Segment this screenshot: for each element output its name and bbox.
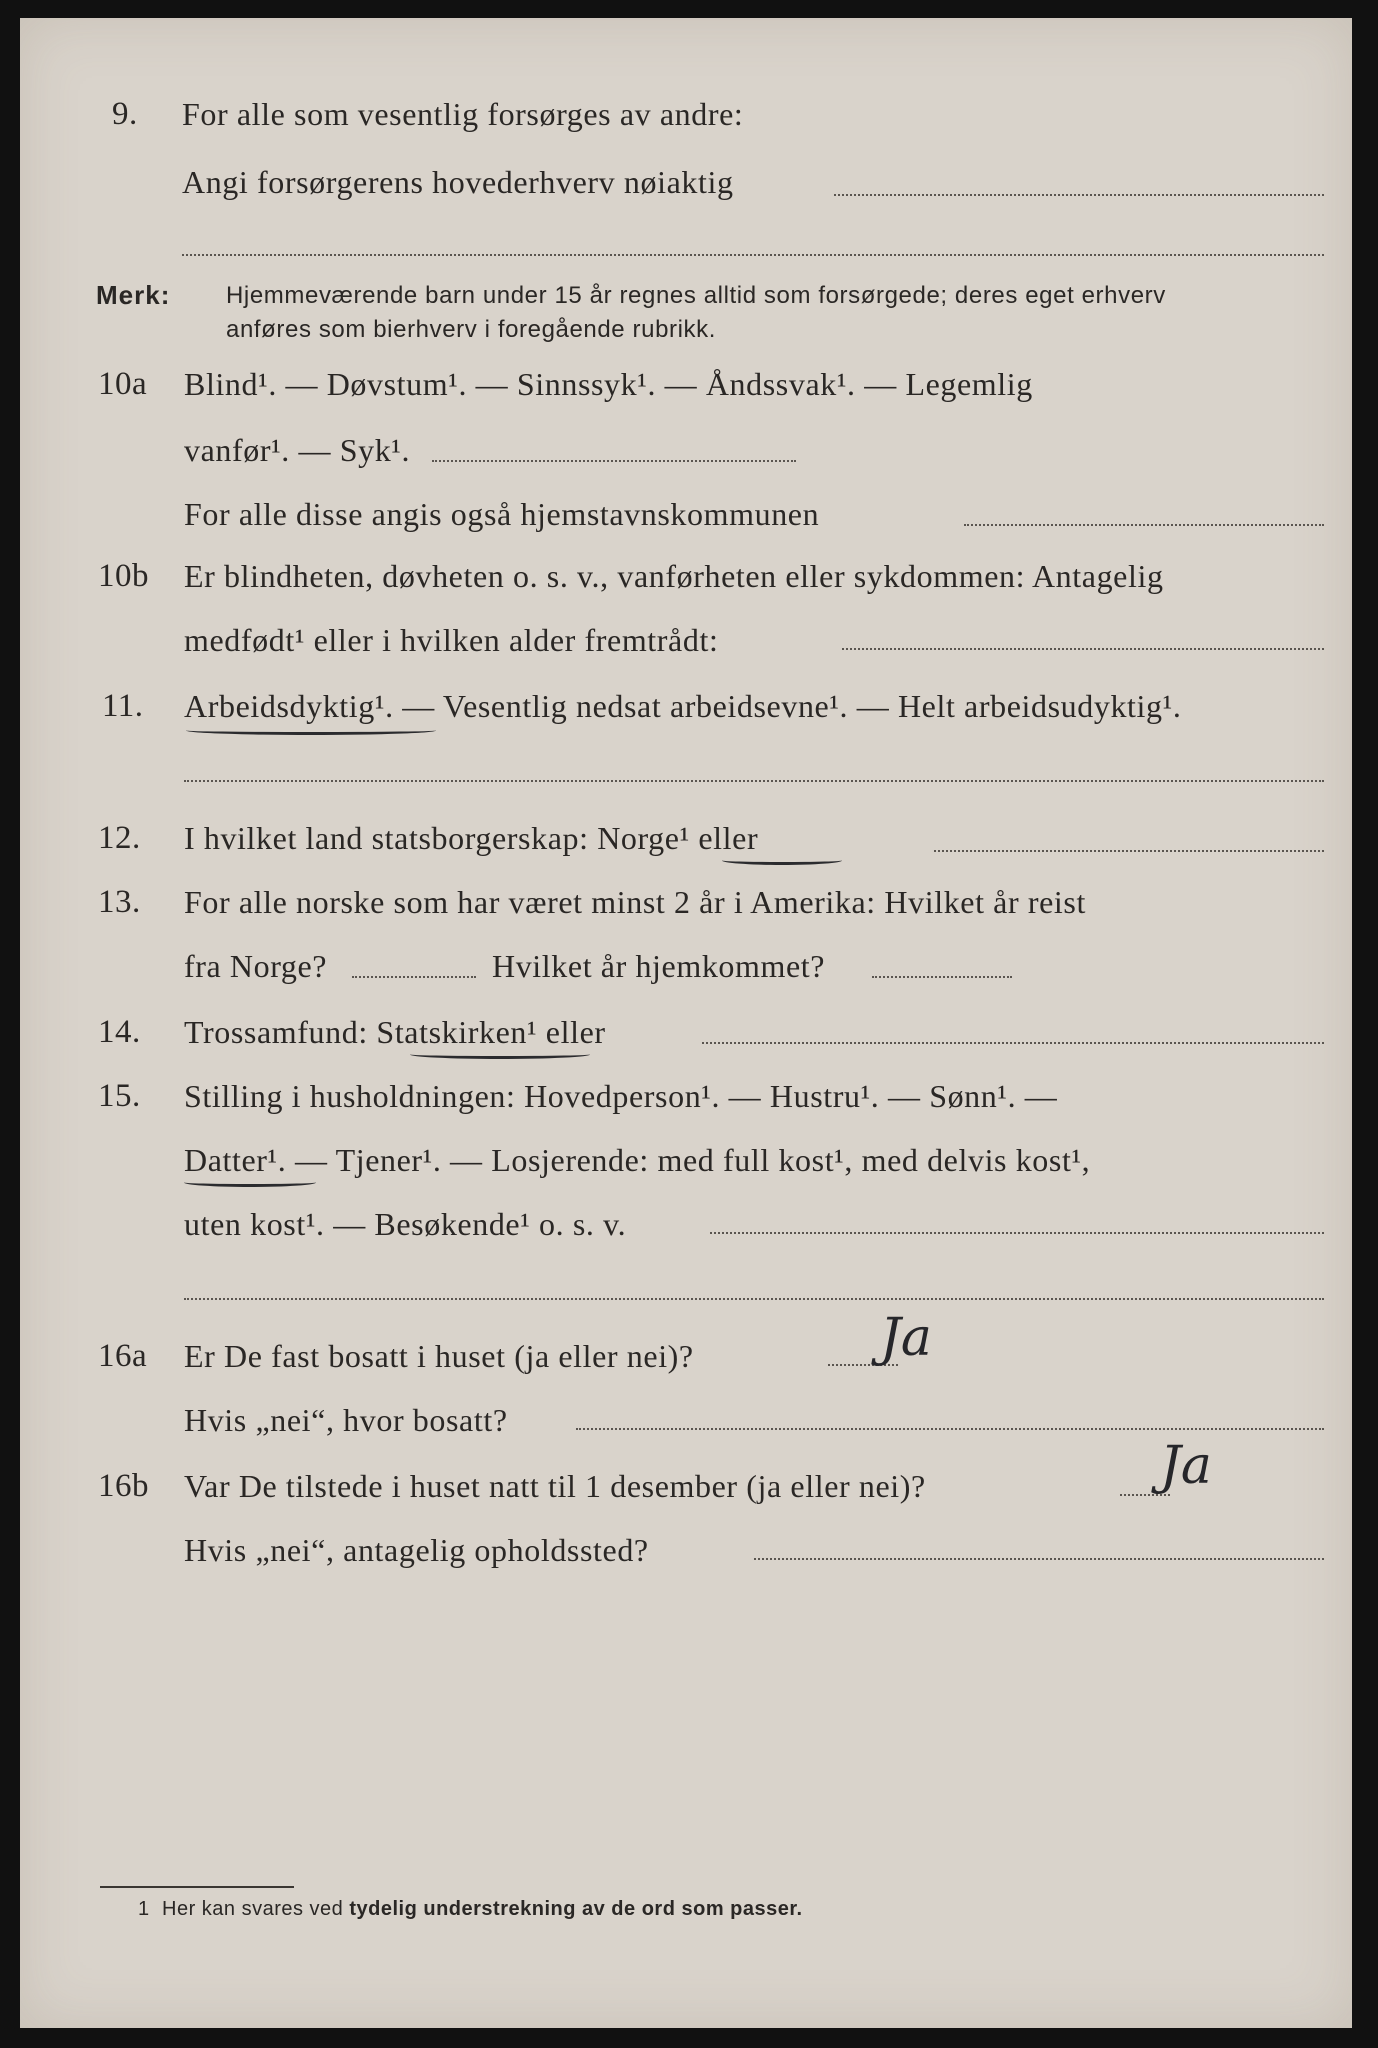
q12-answer-line[interactable]	[934, 850, 1324, 852]
q16b-handwritten-answer: Ja	[1160, 1436, 1212, 1496]
q12-underline-norge	[722, 856, 842, 865]
merk-line1: Hjemmeværende barn under 15 år regnes alltid som forsørgede; deres eget erhverv	[226, 282, 1166, 309]
q12-number: 12.	[98, 820, 141, 856]
q11-answer-line[interactable]	[184, 780, 1324, 782]
q10b-line2: medfødt¹ eller i hvilken alder fremtrådt:	[184, 622, 719, 658]
q16b-line1: Var De tilstede i huset natt til 1 desember (ja eller nei)?	[184, 1468, 926, 1504]
q16a-residence-line[interactable]	[576, 1428, 1324, 1430]
q13-line2a: fra Norge?	[184, 948, 328, 984]
q13-line1: For alle norske som har været minst 2 år i Amerika: Hvilket år reist	[184, 884, 1086, 920]
q15-answer-line[interactable]	[710, 1232, 1324, 1234]
footnote-text-a: Her kan svares ved	[162, 1898, 350, 1920]
footnote-text-b: tydelig understrekning av de ord som passer.	[349, 1898, 803, 1920]
q9-line1: For alle som vesentlig forsørges av andre:	[182, 96, 744, 132]
q13-line2b: Hvilket år hjemkommet?	[492, 948, 826, 984]
q16b-line2: Hvis „nei“, antagelig opholdssted?	[184, 1532, 649, 1568]
footnote-text	[162, 1898, 803, 1921]
q13-departure-year-line[interactable]	[352, 976, 476, 978]
q15-line1: Stilling i husholdningen: Hovedperson¹. — Hustru¹. — Sønn¹. —	[184, 1078, 1058, 1114]
q16b-whereabouts-line[interactable]	[754, 1558, 1324, 1560]
q11-line1: Arbeidsdyktig¹. — Vesentlig nedsat arbeidsevne¹. — Helt arbeidsudyktig¹.	[184, 688, 1182, 724]
footnote-marker: 1	[138, 1898, 150, 1920]
q15-number: 15.	[98, 1078, 141, 1114]
q10a-line3: For alle disse angis også hjemstavnskommunen	[184, 496, 820, 532]
q9-answer-line-2[interactable]	[182, 254, 1324, 256]
merk-label: Merk:	[96, 280, 171, 310]
q10b-answer-line[interactable]	[842, 648, 1324, 650]
q11-number: 11.	[102, 688, 144, 724]
q16a-line2: Hvis „nei“, hvor bosatt?	[184, 1402, 508, 1438]
q16a-handwritten-answer: Ja	[880, 1308, 932, 1368]
footnote-rule	[100, 1886, 294, 1888]
q10b-line1: Er blindheten, døvheten o. s. v., vanførheten eller sykdommen: Antagelig	[184, 558, 1164, 594]
q9-number: 9.	[112, 96, 138, 132]
q10b-number: 10b	[98, 558, 149, 594]
q9-answer-line[interactable]	[834, 194, 1324, 196]
q10a-line2: vanfør¹. — Syk¹.	[184, 432, 411, 468]
q16a-number: 16a	[98, 1338, 148, 1374]
q10a-answer-line[interactable]	[432, 460, 796, 462]
q15-answer-line-2[interactable]	[184, 1298, 1324, 1300]
q12-line1: I hvilket land statsborgerskap: Norge¹ eller	[184, 820, 759, 856]
q10a-number: 10a	[98, 366, 148, 402]
q10a-line1: Blind¹. — Døvstum¹. — Sinnssyk¹. — Åndssvak¹. — Legemlig	[184, 366, 1033, 402]
q16a-line1: Er De fast bosatt i huset (ja eller nei)?	[184, 1338, 694, 1374]
q13-return-year-line[interactable]	[872, 976, 1012, 978]
q14-line1: Trossamfund: Statskirken¹ eller	[184, 1014, 606, 1050]
q15-underline-datter	[184, 1178, 316, 1187]
q15-line2: Datter¹. — Tjener¹. — Losjerende: med full kost¹, med delvis kost¹,	[184, 1142, 1091, 1178]
q15-line3: uten kost¹. — Besøkende¹ o. s. v.	[184, 1206, 627, 1242]
merk-line2: anføres som bierhverv i foregående rubrikk.	[226, 316, 717, 343]
q14-number: 14.	[98, 1014, 141, 1050]
q16b-number: 16b	[98, 1468, 149, 1504]
q10a-hometown-line[interactable]	[964, 524, 1324, 526]
q14-answer-line[interactable]	[702, 1042, 1324, 1044]
census-form-page	[20, 18, 1352, 2028]
q14-underline-statskirken	[410, 1050, 590, 1059]
q13-number: 13.	[98, 884, 141, 920]
q11-underline-arbeidsdyktig	[186, 726, 436, 735]
q9-line2: Angi forsørgerens hovederhverv nøiaktig	[182, 164, 734, 200]
